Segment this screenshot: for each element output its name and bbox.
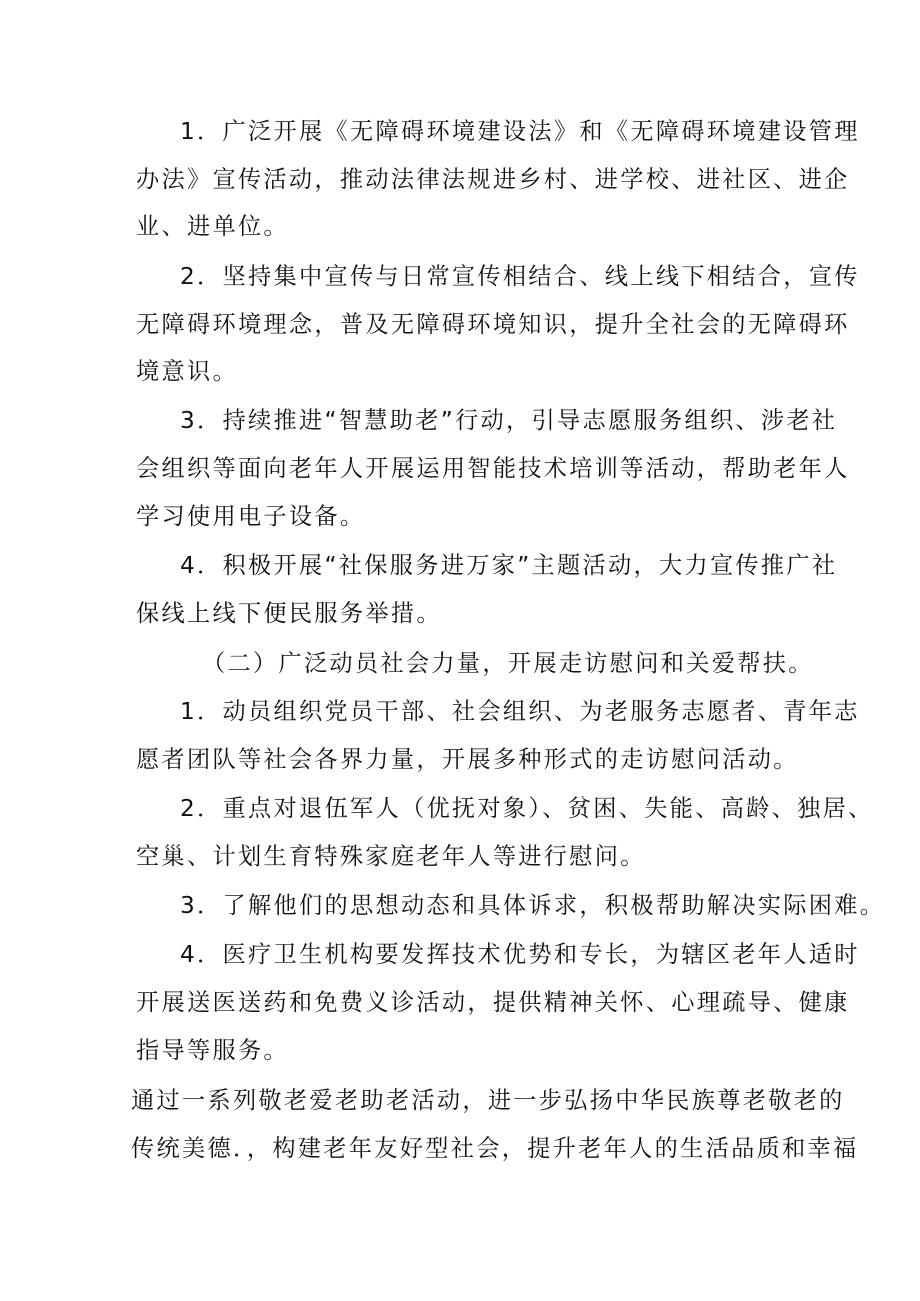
paragraph-8-line-1: 4．医疗卫生机构要发挥技术优势和专长，为辖区老年人适时 <box>180 941 860 968</box>
paragraph-2-line-2: 无障碍环境理念，普及无障碍环境知识，提升全社会的无障碍环 <box>136 311 850 338</box>
paragraph-3-line-1: 3．持续推进“智慧助老”行动，引导志愿服务组织、涉老社 <box>180 407 838 434</box>
paragraph-5-line-2: 愿者团队等社会各界力量，开展多种形式的走访慰问活动。 <box>136 746 799 773</box>
paragraph-5-line-1: 1．动员组织党员干部、社会组织、为老服务志愿者、青年志 <box>180 698 860 725</box>
paragraph-3-line-2: 会组织等面向老年人开展运用智能技术培训等活动，帮助老年人 <box>136 455 850 482</box>
paragraph-8-line-3: 指导等服务。 <box>136 1037 289 1064</box>
paragraph-8-line-2: 开展送医送药和免费义诊活动，提供精神关怀、心理疏导、健康 <box>136 989 850 1016</box>
paragraph-1-line-1: 1．广泛开展《无障碍环境建设法》和《无障碍环境建设管理 <box>180 118 860 145</box>
paragraph-1-line-2: 办法》宣传活动，推动法律法规进乡村、进学校、进社区、进企 <box>136 166 850 193</box>
paragraph-3-line-3: 学习使用电子设备。 <box>136 503 366 530</box>
paragraph-2-line-1: 2．坚持集中宣传与日常宣传相结合、线上线下相结合，宣传 <box>180 263 860 290</box>
section-heading-2: （二）广泛动员社会力量，开展走访慰问和关爱帮扶。 <box>202 650 814 677</box>
closing-line-1: 通过一系列敬老爱老助老活动，进一步弘扬中华民族尊老敬老的 <box>131 1087 845 1114</box>
paragraph-7-line-1: 3．了解他们的思想动态和具体诉求，积极帮助解决实际困难。 <box>180 892 886 919</box>
paragraph-4-line-2: 保线上线下便民服务举措。 <box>136 600 442 627</box>
paragraph-4-line-1: 4．积极开展“社保服务进万家”主题活动，大力宣传推广社 <box>180 552 838 579</box>
closing-line-2: 传统美德．，构建老年友好型社会，提升老年人的生活品质和幸福 <box>131 1135 859 1162</box>
paragraph-1-line-3: 业、进单位。 <box>136 213 289 240</box>
paragraph-6-line-1: 2．重点对退伍军人（优抚对象）、贫困、失能、高龄、独居、 <box>180 795 874 822</box>
paragraph-2-line-3: 境意识。 <box>136 358 238 385</box>
paragraph-6-line-2: 空巢、计划生育特殊家庭老年人等进行慰问。 <box>136 843 646 870</box>
